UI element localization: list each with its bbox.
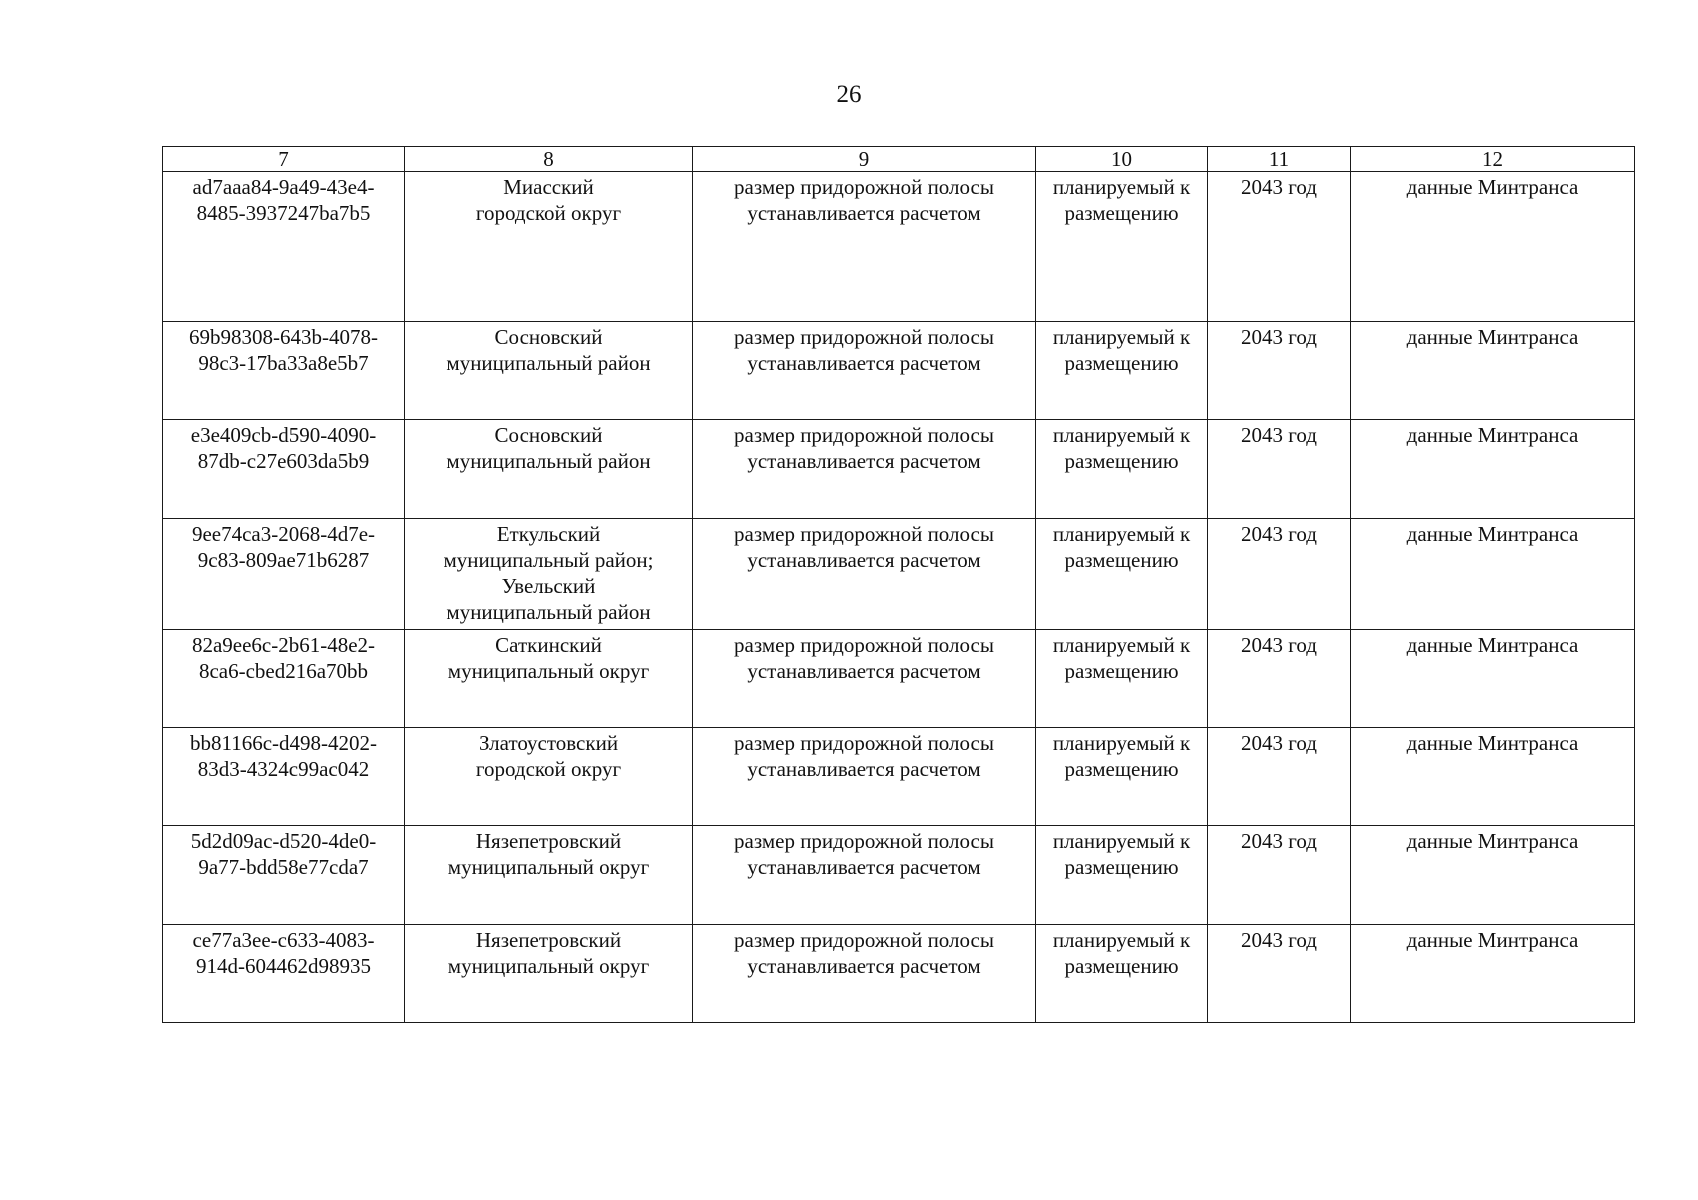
- cell-territory: [405, 519, 693, 630]
- cell-year: [1208, 630, 1351, 728]
- year-text: 2043 год: [1241, 175, 1317, 199]
- object-id-part-1: 82a9ee6c-2b61-48e2-: [191, 633, 376, 657]
- cell-source: [1351, 630, 1635, 728]
- territory-text: Нязепетровский муниципальный округ: [447, 928, 650, 978]
- cell-zone-size: [693, 925, 1036, 1023]
- status-text: планируемый к размещению: [1052, 829, 1191, 879]
- source-text: данные Минтранса: [1406, 731, 1579, 755]
- cell-year: [1208, 172, 1351, 322]
- status-text: планируемый к размещению: [1052, 633, 1191, 683]
- cell-object-id: [163, 728, 405, 826]
- zone-size-text: размер придорожной полосы устанавливается расчетом: [734, 325, 994, 375]
- object-id-part-2: 83d3-4324c99ac042: [197, 757, 370, 781]
- year-text: 2043 год: [1241, 829, 1317, 853]
- territory-text: Миасский городской округ: [475, 175, 622, 225]
- object-id-part-2: 914d-604462d98935: [196, 954, 371, 978]
- cell-territory: [405, 728, 693, 826]
- cell-object-id: [163, 322, 405, 420]
- cell-zone-size: [693, 420, 1036, 519]
- cell-territory: [405, 420, 693, 519]
- object-id-part-2: 9a77-bdd58e77cda7: [198, 855, 369, 879]
- status-text: планируемый к размещению: [1052, 423, 1191, 473]
- source-text: данные Минтранса: [1406, 928, 1579, 952]
- cell-territory: [405, 925, 693, 1023]
- cell-source: [1351, 826, 1635, 925]
- territory-text: Златоустовский городской округ: [475, 731, 622, 781]
- zone-size-text: размер придорожной полосы устанавливается расчетом: [734, 928, 994, 978]
- cell-source: [1351, 519, 1635, 630]
- zone-size-text: размер придорожной полосы устанавливается расчетом: [734, 522, 994, 572]
- cell-zone-size: [693, 322, 1036, 420]
- cell-territory: [405, 630, 693, 728]
- cell-source: [1351, 420, 1635, 519]
- cell-source: [1351, 925, 1635, 1023]
- cell-object-id: [163, 420, 405, 519]
- header-col-12: 12: [1351, 147, 1635, 172]
- source-text: данные Минтранса: [1406, 633, 1579, 657]
- source-text: данные Минтранса: [1406, 175, 1579, 199]
- object-id-part-1: 9ee74ca3-2068-4d7e-: [191, 522, 376, 546]
- zone-size-text: размер придорожной полосы устанавливается расчетом: [734, 829, 994, 879]
- zone-size-text: размер придорожной полосы устанавливается расчетом: [734, 633, 994, 683]
- cell-year: [1208, 925, 1351, 1023]
- cell-year: [1208, 519, 1351, 630]
- object-id-part-1: bb81166c-d498-4202-: [189, 731, 378, 755]
- table-row: [163, 925, 1635, 1023]
- source-text: данные Минтранса: [1406, 522, 1579, 546]
- data-table: [162, 146, 1635, 1023]
- cell-zone-size: [693, 172, 1036, 322]
- object-id-part-1: 5d2d09ac-d520-4de0-: [190, 829, 377, 853]
- object-id-part-1: ad7aaa84-9a49-43e4-: [192, 175, 375, 199]
- cell-zone-size: [693, 728, 1036, 826]
- page-number-text: 26: [836, 81, 862, 108]
- cell-territory: [405, 322, 693, 420]
- object-id-part-2: 9c83-809ae71b6287: [197, 548, 370, 572]
- cell-object-id: [163, 826, 405, 925]
- table-row: [163, 826, 1635, 925]
- table-row: [163, 322, 1635, 420]
- zone-size-text: размер придорожной полосы устанавливается расчетом: [734, 731, 994, 781]
- status-text: планируемый к размещению: [1052, 928, 1191, 978]
- header-col-10: 10: [1036, 147, 1208, 172]
- source-text: данные Минтранса: [1406, 829, 1579, 853]
- year-text: 2043 год: [1241, 522, 1317, 546]
- object-id-part-2: 87db-c27e603da5b9: [197, 449, 370, 473]
- object-id-part-2: 98c3-17ba33a8e5b7: [198, 351, 369, 375]
- cell-status: [1036, 420, 1208, 519]
- table-row: [163, 420, 1635, 519]
- cell-source: [1351, 322, 1635, 420]
- table-row: [163, 728, 1635, 826]
- zone-size-text: размер придорожной полосы устанавливается расчетом: [734, 175, 994, 225]
- territory-text: Еткульский муниципальный район; Увельский муниципальный район: [443, 522, 654, 624]
- cell-year: [1208, 728, 1351, 826]
- year-text: 2043 год: [1241, 928, 1317, 952]
- cell-status: [1036, 172, 1208, 322]
- cell-object-id: [163, 519, 405, 630]
- year-text: 2043 год: [1241, 731, 1317, 755]
- object-id-part-2: 8485-3937247ba7b5: [196, 201, 371, 225]
- status-text: планируемый к размещению: [1052, 175, 1191, 225]
- year-text: 2043 год: [1241, 633, 1317, 657]
- object-id-part-1: ce77a3ee-c633-4083-: [192, 928, 375, 952]
- table-header: [163, 147, 1635, 172]
- cell-object-id: [163, 630, 405, 728]
- object-id-part-2: 8ca6-cbed216a70bb: [198, 659, 369, 683]
- page-number: [0, 80, 1698, 110]
- territory-text: Сосновский муниципальный район: [446, 325, 651, 375]
- object-id-part-1: 69b98308-643b-4078-: [189, 325, 378, 349]
- cell-object-id: [163, 925, 405, 1023]
- cell-status: [1036, 925, 1208, 1023]
- cell-zone-size: [693, 519, 1036, 630]
- cell-territory: [405, 826, 693, 925]
- cell-year: [1208, 826, 1351, 925]
- year-text: 2043 год: [1241, 325, 1317, 349]
- cell-status: [1036, 826, 1208, 925]
- header-col-9: 9: [693, 147, 1036, 172]
- status-text: планируемый к размещению: [1052, 325, 1191, 375]
- cell-territory: [405, 172, 693, 322]
- territory-text: Сосновский муниципальный район: [446, 423, 651, 473]
- header-col-7: 7: [163, 147, 405, 172]
- cell-year: [1208, 420, 1351, 519]
- status-text: планируемый к размещению: [1052, 522, 1191, 572]
- cell-zone-size: [693, 630, 1036, 728]
- territory-text: Саткинский муниципальный округ: [447, 633, 650, 683]
- source-text: данные Минтранса: [1406, 325, 1579, 349]
- cell-status: [1036, 322, 1208, 420]
- cell-status: [1036, 519, 1208, 630]
- cell-object-id: [163, 172, 405, 322]
- year-text: 2043 год: [1241, 423, 1317, 447]
- status-text: планируемый к размещению: [1052, 731, 1191, 781]
- zone-size-text: размер придорожной полосы устанавливается расчетом: [734, 423, 994, 473]
- cell-status: [1036, 630, 1208, 728]
- object-id-part-1: e3e409cb-d590-4090-: [190, 423, 377, 447]
- table-body: [163, 172, 1635, 1023]
- source-text: данные Минтранса: [1406, 423, 1579, 447]
- table-row: [163, 519, 1635, 630]
- cell-status: [1036, 728, 1208, 826]
- cell-year: [1208, 322, 1351, 420]
- header-col-11: 11: [1208, 147, 1351, 172]
- table-row: [163, 172, 1635, 322]
- cell-source: [1351, 728, 1635, 826]
- cell-source: [1351, 172, 1635, 322]
- cell-zone-size: [693, 826, 1036, 925]
- territory-text: Нязепетровский муниципальный округ: [447, 829, 650, 879]
- header-col-8: 8: [405, 147, 693, 172]
- table-row: [163, 630, 1635, 728]
- header-row: [163, 147, 1635, 172]
